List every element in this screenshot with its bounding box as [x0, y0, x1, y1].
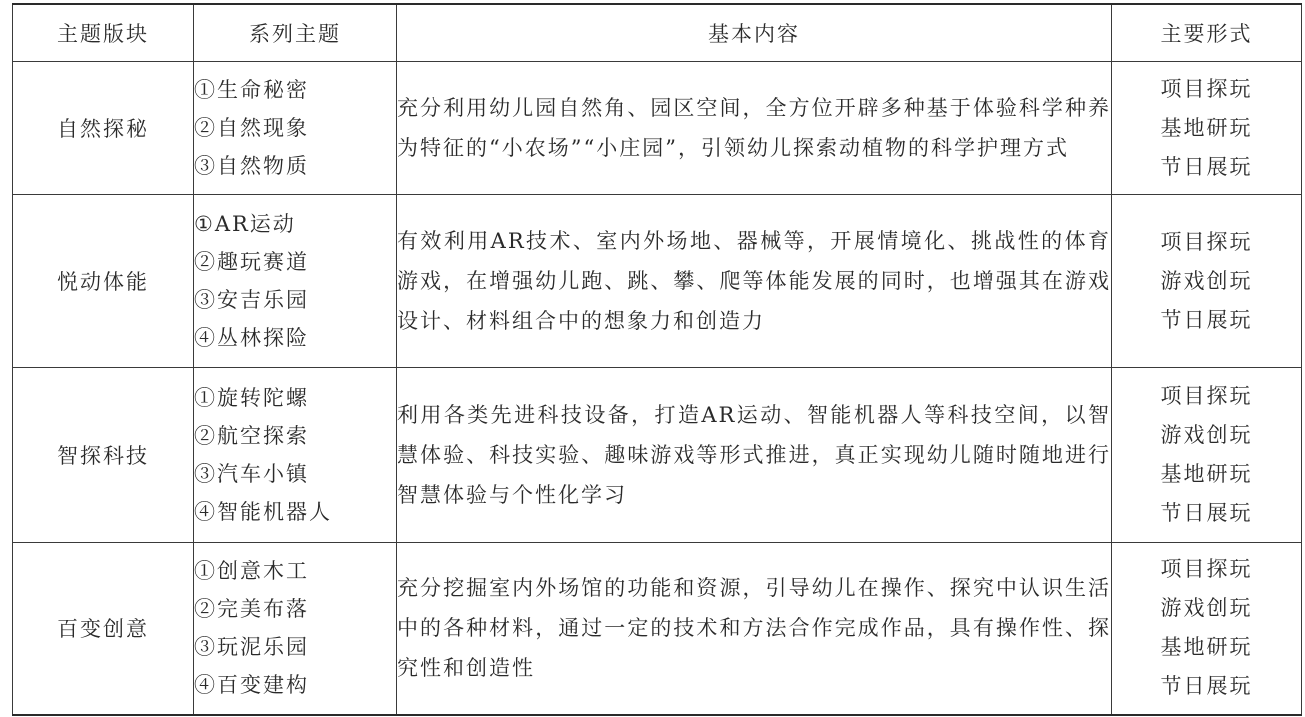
- series-item: ②航空探索: [194, 424, 309, 448]
- table-row: [13, 62, 1302, 195]
- form-item: 项目探玩: [1160, 76, 1253, 101]
- series-cell: [194, 368, 397, 543]
- content-cell: 利用各类先进科技设备，打造AR运动、智能机器人等科技空间，以智慧体验、科技实验、趣味游戏等形式推进，真正实现幼儿随时随地进行智慧体验与个性化学习: [397, 368, 1112, 543]
- form-item: 游戏创玩: [1160, 423, 1253, 447]
- forms-cell: [1112, 368, 1302, 543]
- table-row: [13, 543, 1302, 715]
- series-item: ②完美布落: [194, 597, 309, 622]
- form-item: 项目探玩: [1160, 229, 1253, 254]
- form-item: 基地研玩: [1160, 462, 1253, 486]
- form-item: 节日展玩: [1160, 154, 1253, 179]
- form-item: 游戏创玩: [1160, 596, 1253, 621]
- series-item: ②趣玩赛道: [194, 250, 309, 274]
- series-item: ③汽车小镇: [194, 462, 309, 486]
- series-cell: [194, 62, 397, 195]
- header-row: [13, 4, 1302, 62]
- series-cell: [194, 195, 397, 368]
- content-cell: 充分挖掘室内外场馆的功能和资源，引导幼儿在操作、探究中认识生活中的各种材料，通过一定的技术和方法合作完成作品，具有操作性、探究性和创造性: [397, 543, 1112, 715]
- series-item: ①创意木工: [194, 559, 309, 584]
- series-item: ①AR运动: [194, 212, 296, 236]
- header-forms: 主要形式: [1112, 4, 1302, 62]
- forms-cell: [1112, 195, 1302, 368]
- forms-cell: [1112, 62, 1302, 195]
- form-item: 基地研玩: [1160, 115, 1253, 140]
- theme-cell: 百变创意: [13, 543, 194, 715]
- series-item: ①旋转陀螺: [194, 386, 309, 410]
- series-item: ④智能机器人: [194, 500, 332, 524]
- forms-cell: [1112, 543, 1302, 715]
- series-cell: [194, 543, 397, 715]
- series-item: ③自然物质: [194, 154, 309, 178]
- theme-cell: 悦动体能: [13, 195, 194, 368]
- series-item: ①生命秘密: [194, 78, 309, 102]
- header-theme-section: 主题版块: [13, 4, 194, 62]
- content-cell: 充分利用幼儿园自然角、园区空间，全方位开辟多种基于体验科学种养为特征的“小农场”“小庄园”，引领幼儿探索动植物的科学护理方式: [397, 62, 1112, 195]
- series-item: ④丛林探险: [194, 326, 309, 350]
- form-item: 游戏创玩: [1160, 268, 1253, 293]
- form-item: 项目探玩: [1160, 557, 1253, 582]
- header-content: 基本内容: [397, 4, 1112, 62]
- form-item: 基地研玩: [1160, 635, 1253, 660]
- table-row: [13, 368, 1302, 543]
- form-item: 项目探玩: [1160, 384, 1253, 408]
- theme-table: [12, 3, 1302, 716]
- series-item: ④百变建构: [194, 673, 309, 698]
- series-item: ②自然现象: [194, 116, 309, 140]
- theme-cell: 智探科技: [13, 368, 194, 543]
- theme-cell: 自然探秘: [13, 62, 194, 195]
- form-item: 节日展玩: [1160, 674, 1253, 699]
- form-item: 节日展玩: [1160, 307, 1253, 332]
- form-item: 节日展玩: [1160, 501, 1253, 525]
- series-item: ③安吉乐园: [194, 288, 309, 312]
- content-cell: 有效利用AR技术、室内外场地、器械等，开展情境化、挑战性的体育游戏，在增强幼儿跑、跳、攀、爬等体能发展的同时，也增强其在游戏设计、材料组合中的想象力和创造力: [397, 195, 1112, 368]
- table-row: [13, 195, 1302, 368]
- header-series: 系列主题: [194, 4, 397, 62]
- series-item: ③玩泥乐园: [194, 635, 309, 660]
